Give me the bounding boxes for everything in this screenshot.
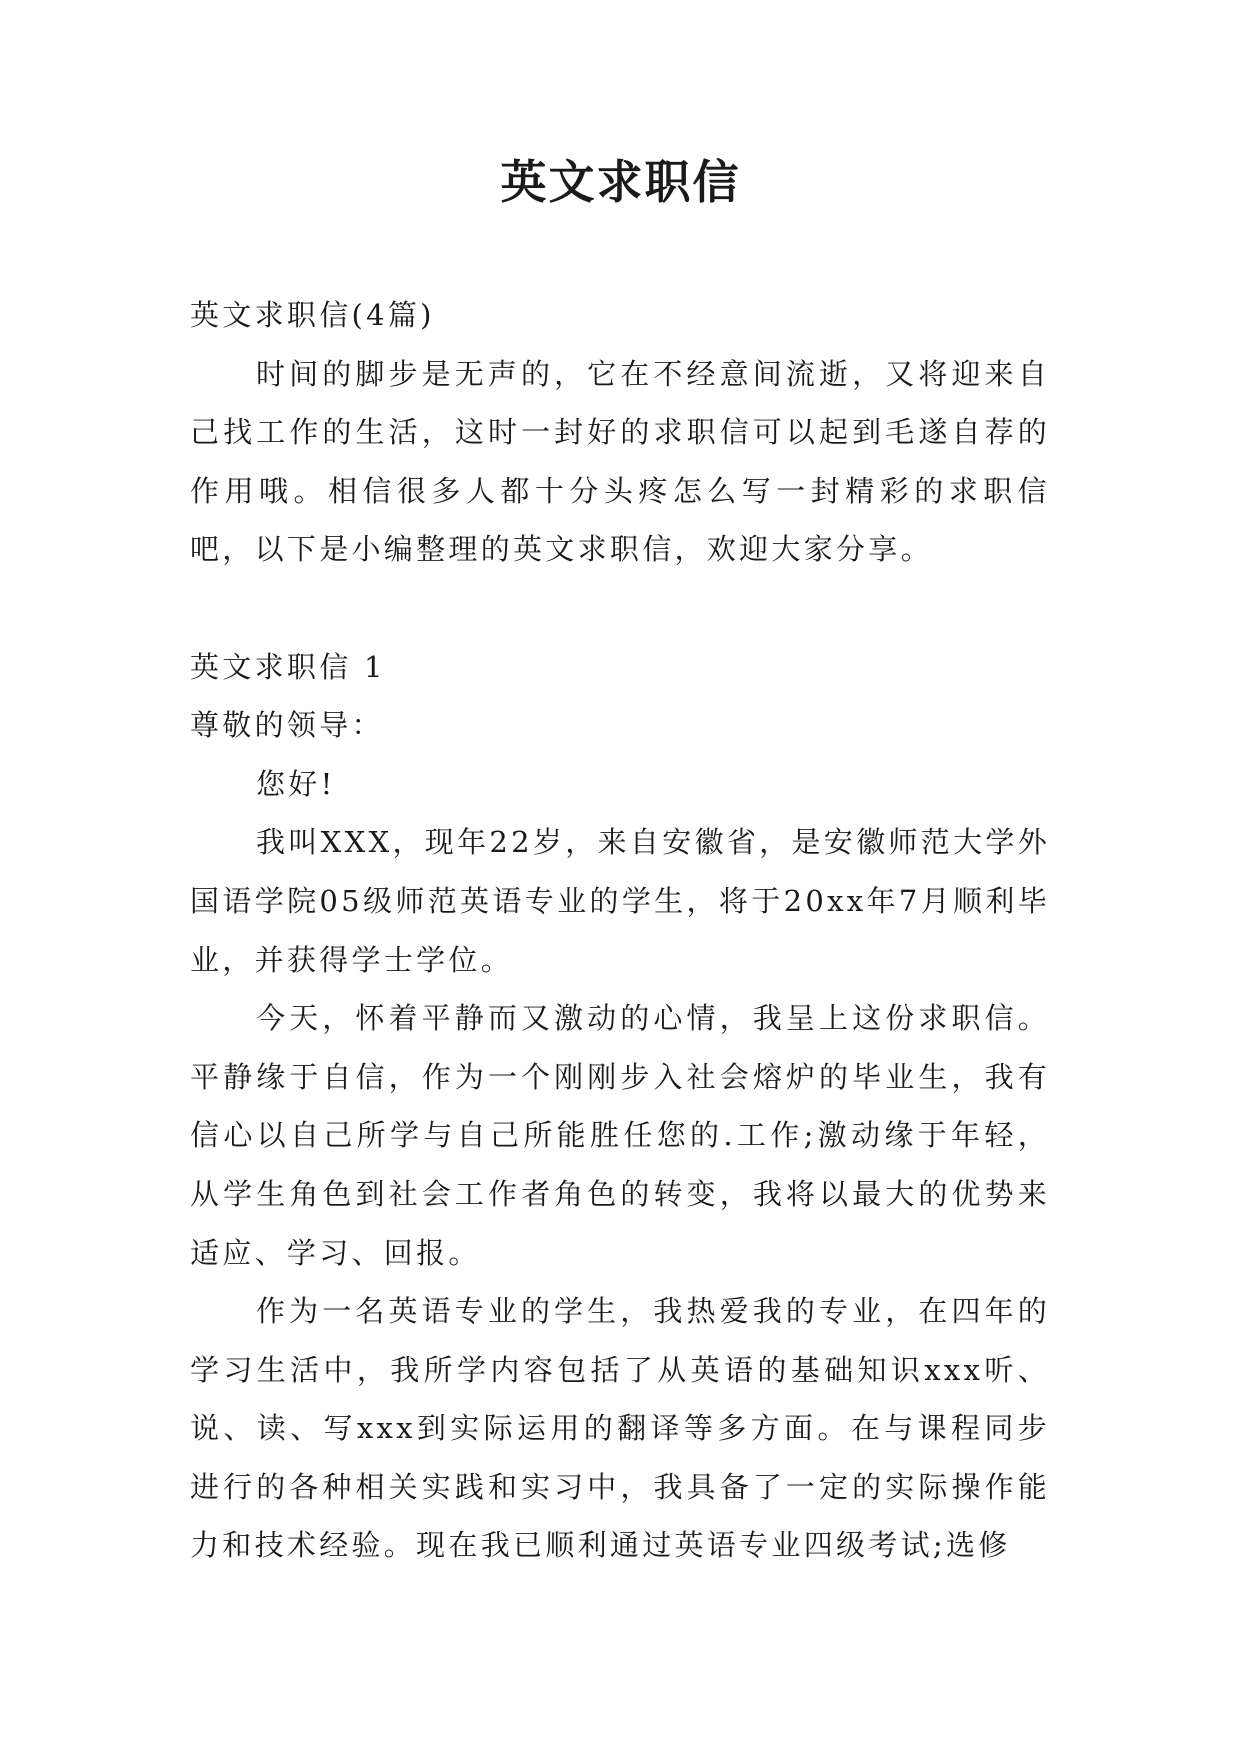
document-title: 英文求职信	[500, 155, 741, 209]
greeting: 您好!	[256, 766, 336, 801]
intro-paragraph: 时间的脚步是无声的，它在不经意间流逝，又将迎来自己找工作的生活，这时一封好的求职信可以起到毛遂自荐的作用哦。相信很多人都十分头疼怎么写一封精彩的求职信吧，以下是小编整理的英文求职信，欢迎大家分享。	[190, 356, 1050, 567]
section-heading: 英文求职信 1	[190, 649, 386, 684]
document-subtitle: 英文求职信(4篇)	[190, 298, 435, 332]
paragraph-spacer	[190, 579, 1050, 638]
body-paragraph-1: 我叫XXX，现年22岁，来自安徽省，是安徽师范大学外国语学院05级师范英语专业的学生，将于20xx年7月顺利毕业，并获得学士学位。	[190, 825, 1050, 977]
body-paragraph-3: 作为一名英语专业的学生，我热爱我的专业，在四年的学习生活中，我所学内容包括了从英语的基础知识xxx听、说、读、写xxx到实际运用的翻译等多方面。在与课程同步进行的各种相关实践和实习中，我具备了一定的实际操作能力和技术经验。现在我已顺利通过英语专业四级考试;选修	[190, 1294, 1050, 1563]
salutation: 尊敬的领导：	[190, 708, 384, 743]
document-body	[190, 286, 1050, 1575]
body-paragraph-2: 今天，怀着平静而又激动的心情，我呈上这份求职信。平静缘于自信，作为一个刚刚步入社会熔炉的毕业生，我有信心以自己所学与自己所能胜任您的.工作;激动缘于年轻，从学生角色到社会工作者角色的转变，我将以最大的优势来适应、学习、回报。	[190, 1001, 1050, 1270]
